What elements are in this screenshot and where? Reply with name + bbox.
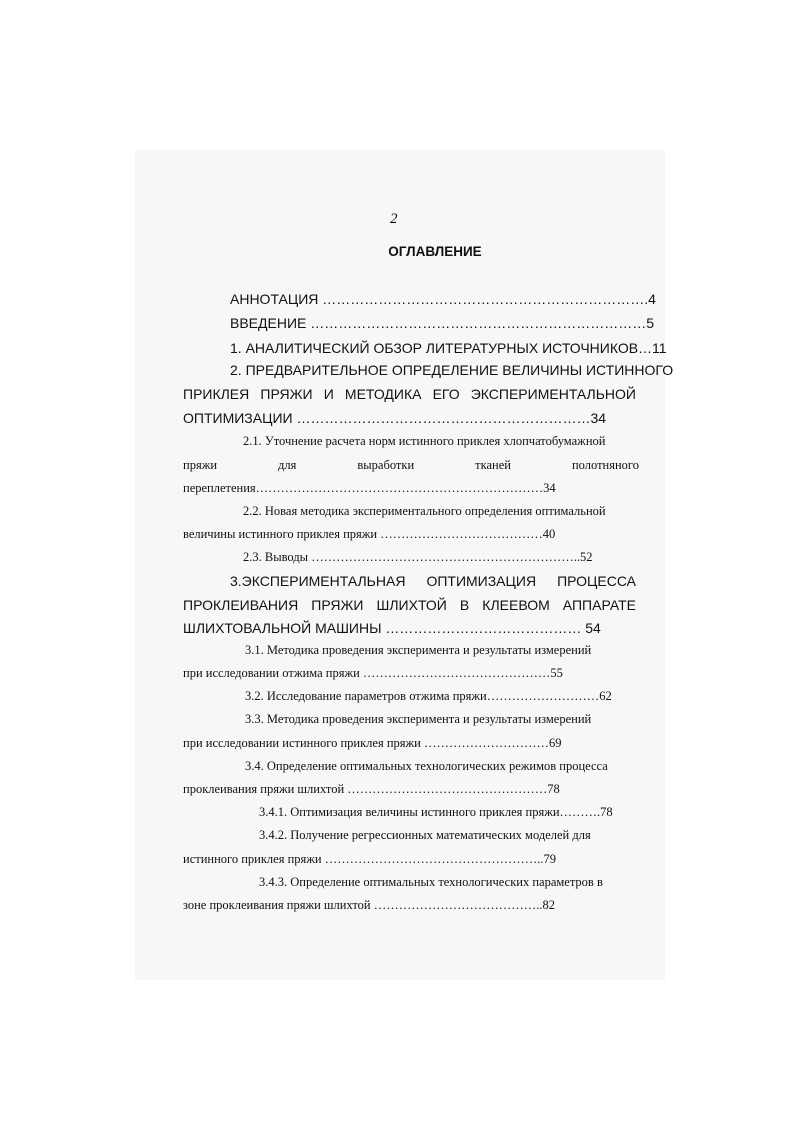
toc-entry-3-4-3: 3.4.3. Определение оптимальных технологических параметров в [259,875,603,889]
toc-entry-2-3: 2.3. Выводы ………………………………………………………..52 [243,550,593,564]
toc-entry-chapter-1: 1. АНАЛИТИЧЕСКИЙ ОБЗОР ЛИТЕРАТУРНЫХ ИСТОЧНИКОВ…11 [230,340,667,356]
toc-entry-chapter-2-line: ОПТИМИЗАЦИИ ………………………………………………………34 [183,410,607,426]
toc-entry-3-4-1: 3.4.1. Оптимизация величины истинного приклея пряжи……….78 [259,805,613,819]
toc-entry-introduction: ВВЕДЕНИЕ ………………………………………………………………5 [230,315,655,331]
toc-entry-2-2: 2.2. Новая методика экспериментального определения оптимальной [243,504,606,518]
toc-entry-3-1: 3.1. Методика проведения эксперимента и результаты измерений [245,643,592,657]
toc-entry-chapter-3-line: ПРОКЛЕИВАНИЯ ПРЯЖИ ШЛИХТОЙ В КЛЕЕВОМ АППАРАТЕ [183,597,636,613]
toc-entry-chapter-2: 2. ПРЕДВАРИТЕЛЬНОЕ ОПРЕДЕЛЕНИЕ ВЕЛИЧИНЫ ИСТИННОГО [230,362,674,378]
toc-entry-3-4-line: проклеивания пряжи шлихтой …………………………………………78 [183,782,560,796]
toc-entry-chapter-2-line: ПРИКЛЕЯ ПРЯЖИ И МЕТОДИКА ЕГО ЭКСПЕРИМЕНТАЛЬНОЙ [183,386,636,402]
toc-entry-3-4-3-line: зоне проклеивания пряжи шлихтой …………………………………..82 [183,898,555,912]
toc-entry-3-4: 3.4. Определение оптимальных технологических режимов процесса [245,759,608,773]
toc-entry-2-1: 2.1. Уточнение расчета норм истинного приклея хлопчатобумажной [243,434,606,448]
toc-entry-3-2: 3.2. Исследование параметров отжима пряжи………………………62 [245,689,612,703]
toc-entry-annotation: АННОТАЦИЯ …………………………………………………………….4 [230,291,656,307]
toc-entry-chapter-3: 3.ЭКСПЕРИМЕНТАЛЬНАЯ ОПТИМИЗАЦИЯ ПРОЦЕССА [230,573,636,589]
page-number: 2 [390,211,398,227]
toc-entry-2-1-line: пряжи для выработки тканей полотняного [183,458,639,472]
toc-entry-3-3-line: при исследовании истинного приклея пряжи …………………………69 [183,736,562,750]
toc-entry-chapter-3-line: ШЛИХТОВАЛЬНОЙ МАШИНЫ …………………………………… 54 [183,620,601,636]
toc-entry-2-2-line: величины истинного приклея пряжи …………………………………40 [183,527,556,541]
page-title: ОГЛАВЛЕНИЕ [388,244,482,259]
toc-entry-3-1-line: при исследовании отжима пряжи ………………………………………55 [183,666,563,680]
toc-entry-3-4-2-line: истинного приклея пряжи ……………………………………………..79 [183,852,556,866]
toc-entry-3-3: 3.3. Методика проведения эксперимента и результаты измерений [245,712,592,726]
toc-entry-3-4-2: 3.4.2. Получение регрессионных математических моделей для [259,828,591,842]
toc-entry-2-1-line: переплетения……………………………………………………………34 [183,481,556,495]
